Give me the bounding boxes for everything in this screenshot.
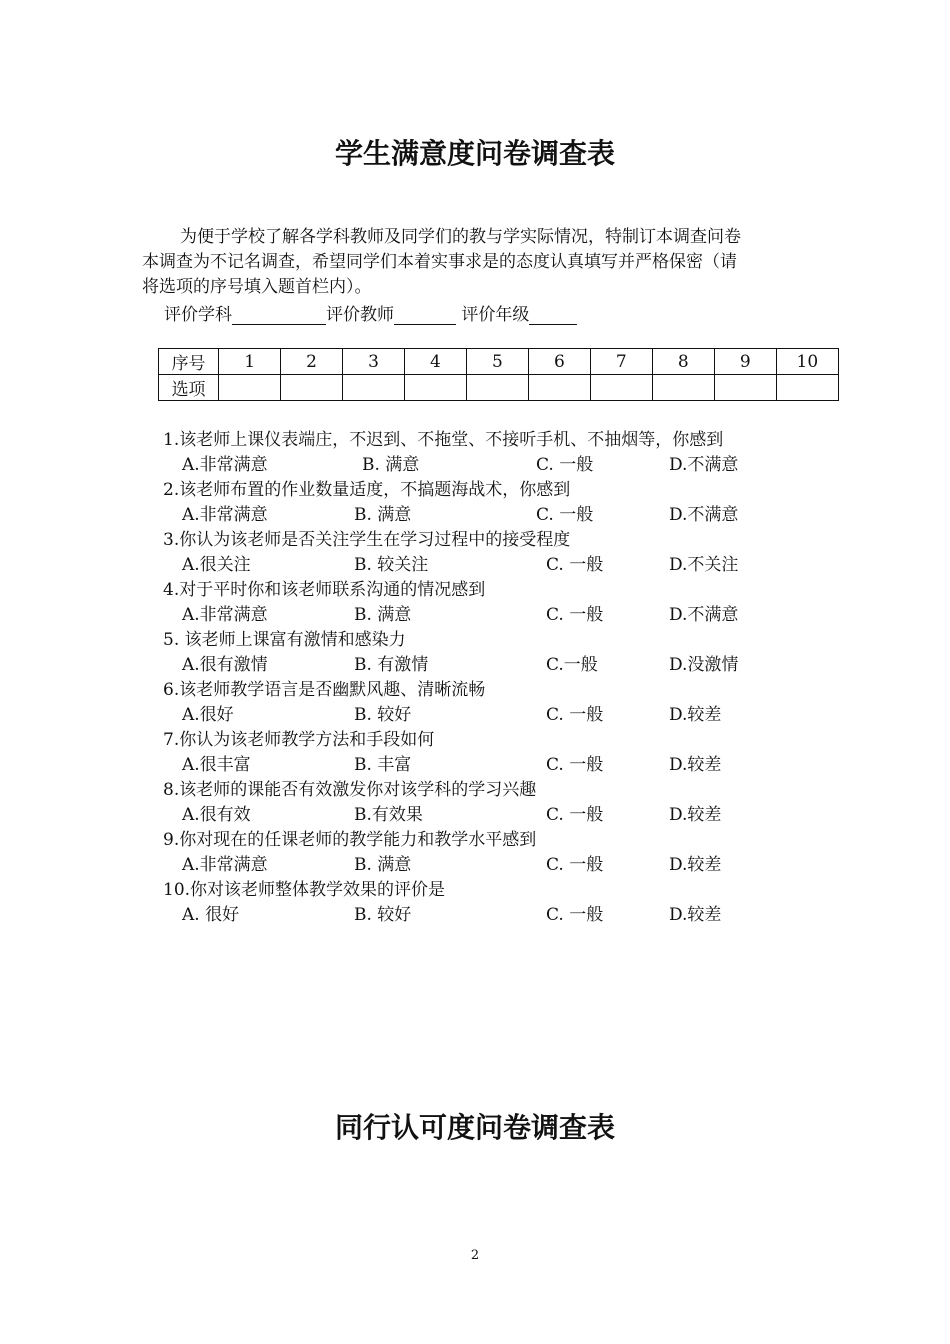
question-item bbox=[163, 778, 723, 828]
option-b[interactable]: B. 较好 bbox=[354, 705, 412, 725]
grade-label: 评价年级 bbox=[461, 305, 530, 325]
number-cell: 1 bbox=[219, 349, 281, 375]
question-text: 10.你对该老师整体教学效果的评价是 bbox=[163, 880, 446, 900]
answer-cell[interactable] bbox=[281, 375, 343, 401]
option-row bbox=[163, 753, 723, 778]
question-text: 9.你对现在的任课老师的教学能力和教学水平感到 bbox=[163, 830, 537, 850]
page-number: 2 bbox=[470, 1248, 480, 1263]
option-row bbox=[163, 653, 739, 678]
question-text: 3.你认为该老师是否关注学生在学习过程中的接受程度 bbox=[163, 530, 571, 550]
answer-cell[interactable] bbox=[652, 375, 714, 401]
question-text: 2.该老师布置的作业数量适度，不搞题海战术，你感到 bbox=[163, 480, 571, 500]
option-b[interactable]: B. 满意 bbox=[362, 455, 420, 475]
option-b[interactable]: B. 较好 bbox=[354, 905, 412, 925]
option-b[interactable]: B. 丰富 bbox=[354, 755, 412, 775]
number-cell: 8 bbox=[652, 349, 714, 375]
intro-line: 将选项的序号填入题首栏内）。 bbox=[142, 277, 372, 297]
option-d[interactable]: D.较差 bbox=[669, 755, 722, 775]
option-row bbox=[163, 553, 739, 578]
question-item bbox=[163, 828, 723, 878]
answer-cell[interactable] bbox=[590, 375, 652, 401]
number-cell: 10 bbox=[776, 349, 838, 375]
number-cell: 5 bbox=[466, 349, 528, 375]
question-item bbox=[163, 528, 739, 578]
number-cell: 4 bbox=[404, 349, 466, 375]
option-b[interactable]: B. 有激情 bbox=[354, 655, 429, 675]
option-d[interactable]: D.不关注 bbox=[669, 555, 739, 575]
answer-cell[interactable] bbox=[466, 375, 528, 401]
option-d[interactable]: D.不满意 bbox=[669, 455, 739, 475]
option-a[interactable]: A.很好 bbox=[182, 705, 234, 725]
option-a[interactable]: A. 很好 bbox=[182, 905, 240, 925]
question-text: 8.该老师的课能否有效激发你对该学科的学习兴趣 bbox=[163, 780, 537, 800]
option-d[interactable]: D.不满意 bbox=[669, 505, 739, 525]
option-c[interactable]: C. 一般 bbox=[546, 755, 604, 775]
subject-blank[interactable] bbox=[232, 306, 326, 325]
subject-label: 评价学科 bbox=[164, 305, 232, 325]
option-row bbox=[159, 375, 839, 401]
option-d[interactable]: D.较差 bbox=[669, 855, 722, 875]
question-item bbox=[163, 478, 739, 528]
number-cell: 2 bbox=[281, 349, 343, 375]
option-a[interactable]: A.非常满意 bbox=[182, 605, 268, 625]
option-b[interactable]: B. 较关注 bbox=[354, 555, 429, 575]
answer-cell[interactable] bbox=[714, 375, 776, 401]
question-item bbox=[163, 728, 723, 778]
option-b[interactable]: B. 满意 bbox=[354, 505, 412, 525]
option-b[interactable]: B. 满意 bbox=[354, 605, 412, 625]
option-d[interactable]: D.较差 bbox=[669, 705, 722, 725]
number-row bbox=[159, 349, 839, 375]
option-a[interactable]: A.非常满意 bbox=[182, 455, 268, 475]
option-a[interactable]: A.很有效 bbox=[182, 805, 251, 825]
question-text: 7.你认为该老师教学方法和手段如何 bbox=[163, 730, 435, 750]
option-row bbox=[163, 453, 739, 478]
option-c[interactable]: C. 一般 bbox=[546, 705, 604, 725]
option-b[interactable]: B.有效果 bbox=[354, 805, 423, 825]
question-list bbox=[163, 428, 739, 928]
question-item bbox=[163, 878, 723, 928]
option-a[interactable]: A.很关注 bbox=[182, 555, 251, 575]
option-c[interactable]: C. 一般 bbox=[536, 455, 594, 475]
option-c[interactable]: C. 一般 bbox=[546, 855, 604, 875]
question-item bbox=[163, 578, 739, 628]
question-text: 1.该老师上课仪表端庄，不迟到、不拖堂、不接听手机、不抽烟等，你感到 bbox=[163, 430, 724, 450]
number-cell: 7 bbox=[590, 349, 652, 375]
option-row bbox=[163, 703, 723, 728]
question-text: 4.对于平时你和该老师联系沟通的情况感到 bbox=[163, 580, 486, 600]
answer-cell[interactable] bbox=[528, 375, 590, 401]
option-b[interactable]: B. 满意 bbox=[354, 855, 412, 875]
number-header: 序号 bbox=[159, 349, 219, 375]
option-row bbox=[163, 903, 723, 928]
answer-cell[interactable] bbox=[219, 375, 281, 401]
number-cell: 3 bbox=[343, 349, 405, 375]
teacher-label: 评价教师 bbox=[326, 305, 394, 325]
option-row bbox=[163, 603, 739, 628]
option-d[interactable]: D.没激情 bbox=[669, 655, 739, 675]
answer-table bbox=[158, 348, 839, 401]
option-c[interactable]: C.一般 bbox=[546, 655, 598, 675]
question-text: 6.该老师教学语言是否幽默风趣、清晰流畅 bbox=[163, 680, 486, 700]
option-a[interactable]: A.很有激情 bbox=[182, 655, 268, 675]
answer-cell[interactable] bbox=[776, 375, 838, 401]
question-item bbox=[163, 628, 739, 678]
number-cell: 9 bbox=[714, 349, 776, 375]
survey-title: 学生满意度问卷调查表 bbox=[334, 137, 615, 170]
question-item bbox=[163, 678, 723, 728]
grade-blank[interactable] bbox=[529, 306, 577, 325]
teacher-blank[interactable] bbox=[394, 306, 456, 325]
option-header: 选项 bbox=[159, 375, 219, 401]
option-a[interactable]: A.很丰富 bbox=[182, 755, 251, 775]
intro-line: 为便于学校了解各学科教师及同学们的教与学实际情况，特制订本调查问卷 bbox=[180, 227, 741, 247]
peer-survey-title: 同行认可度问卷调查表 bbox=[334, 1111, 615, 1144]
number-cell: 6 bbox=[528, 349, 590, 375]
evaluation-fields bbox=[164, 300, 577, 325]
option-d[interactable]: D.较差 bbox=[669, 805, 722, 825]
option-c[interactable]: C. 一般 bbox=[546, 605, 604, 625]
option-c[interactable]: C. 一般 bbox=[546, 905, 604, 925]
option-c[interactable]: C. 一般 bbox=[546, 805, 604, 825]
answer-cell[interactable] bbox=[404, 375, 466, 401]
option-a[interactable]: A.非常满意 bbox=[182, 505, 268, 525]
option-row bbox=[163, 853, 723, 878]
option-c[interactable]: C. 一般 bbox=[546, 555, 604, 575]
intro-paragraph bbox=[142, 225, 814, 300]
option-d[interactable]: D.不满意 bbox=[669, 605, 739, 625]
option-row bbox=[163, 803, 723, 828]
option-d[interactable]: D.较差 bbox=[669, 905, 722, 925]
answer-cell[interactable] bbox=[343, 375, 405, 401]
option-c[interactable]: C. 一般 bbox=[536, 505, 594, 525]
question-item bbox=[163, 428, 739, 478]
option-a[interactable]: A.非常满意 bbox=[182, 855, 268, 875]
intro-line: 本调查为不记名调查，希望同学们本着实事求是的态度认真填写并严格保密（请 bbox=[142, 252, 737, 272]
option-row bbox=[163, 503, 739, 528]
question-text: 5. 该老师上课富有激情和感染力 bbox=[163, 630, 406, 650]
